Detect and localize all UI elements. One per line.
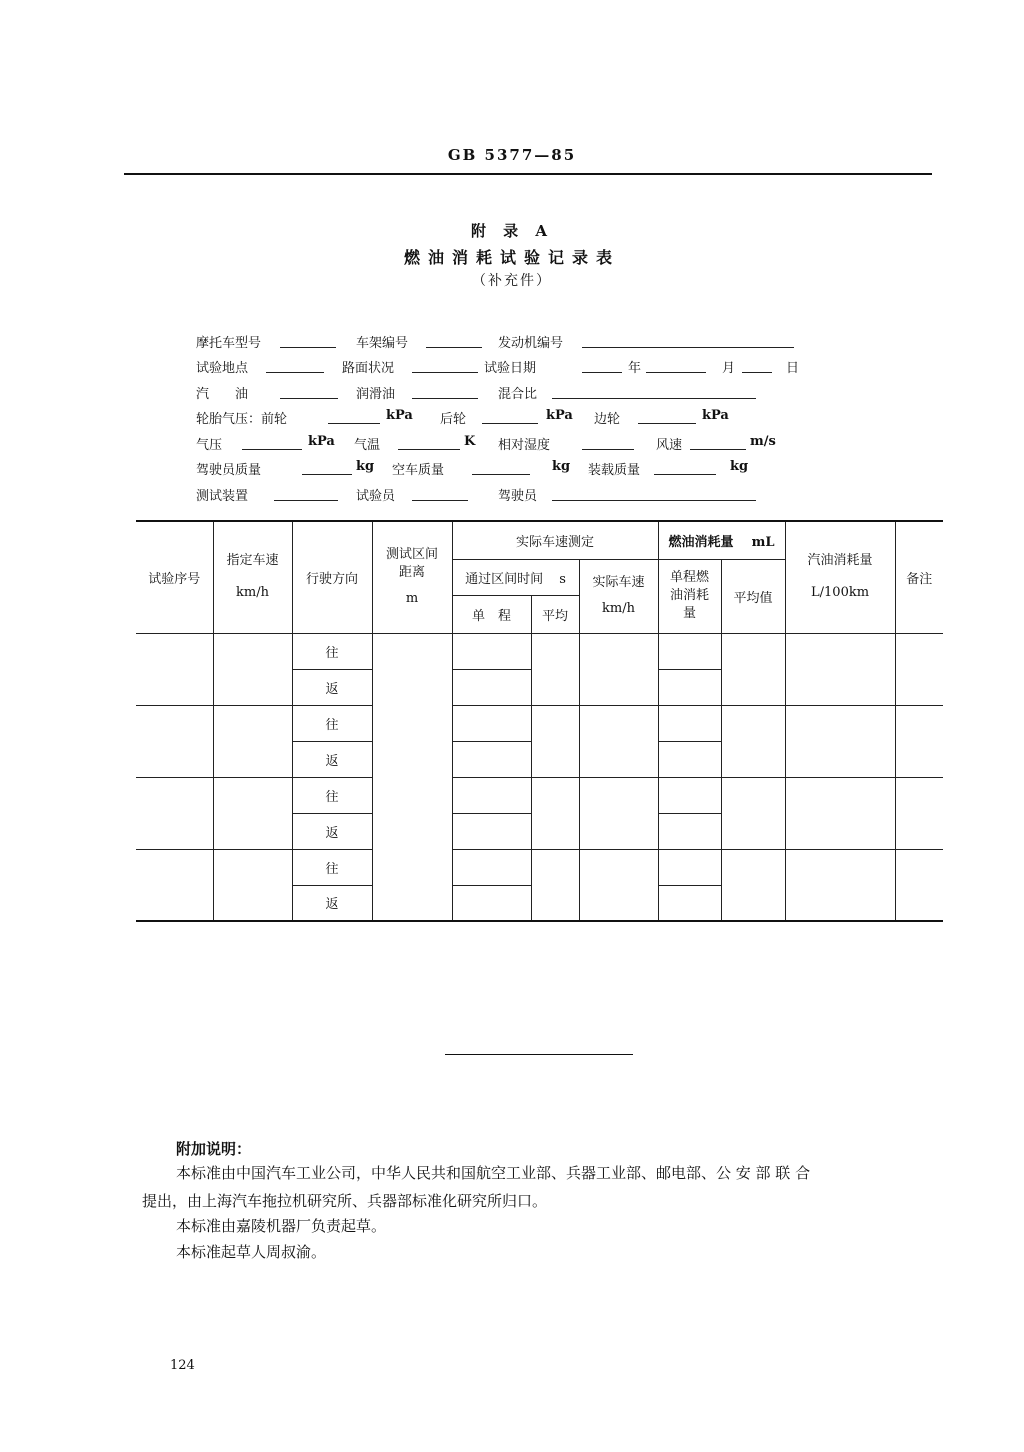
label-engine-no: 发动机编号 [498, 336, 564, 351]
cell-direction: 往 [292, 849, 372, 885]
page-number: 124 [170, 1358, 195, 1373]
cell-direction: 往 [292, 633, 372, 669]
cell-single-time [452, 777, 531, 813]
cell-single-time [452, 741, 531, 777]
header-pass-time-unit: s [559, 571, 566, 587]
header-set-speed [213, 521, 292, 633]
cell-fuel-avg [721, 849, 785, 921]
table-row [136, 705, 943, 741]
cell-speed [213, 633, 292, 705]
label-test-site: 试验地点 [196, 361, 249, 376]
cell-seq [136, 705, 213, 777]
label-frame-no: 车架编号 [356, 336, 409, 351]
cell-single-fuel [658, 633, 721, 669]
header-fuel-label: 燃油消耗量 [668, 534, 734, 550]
header-remark: 备注 [895, 521, 943, 633]
unit-kg-load: kg [730, 459, 749, 474]
cell-fuel-avg [721, 705, 785, 777]
blank-frame-no [426, 347, 482, 348]
blank-year [582, 372, 622, 373]
blank-device [274, 500, 338, 501]
header-fuel-consumption [658, 521, 785, 559]
blank-engine-no [582, 347, 794, 348]
notes-line-1: 本标准由中国汽车工业公司，中华人民共和国航空工业部、兵器工业部、邮电部、公 安 部 联 合 [176, 1164, 811, 1182]
label-humidity: 相对湿度 [498, 438, 551, 453]
header-actual-speed-unit: km/h [602, 601, 635, 616]
cell-speed [213, 777, 292, 849]
label-year: 年 [628, 361, 642, 376]
header-petrol-unit: L/100km [811, 585, 870, 601]
blank-pressure [242, 449, 302, 450]
form-title: 燃油消耗试验记录表 [403, 248, 620, 267]
cell-actual-speed [579, 777, 658, 849]
blank-road [412, 372, 478, 373]
cell-avg-time [531, 705, 579, 777]
cell-single-fuel [658, 669, 721, 705]
cell-petrol [785, 633, 895, 705]
cell-distance [372, 633, 452, 921]
cell-single-fuel [658, 813, 721, 849]
table-row [136, 849, 943, 885]
header-actual-speed-label: 实际车速 [592, 575, 645, 590]
label-month: 月 [722, 361, 736, 376]
unit-kpa-front: kPa [386, 408, 413, 423]
form-subtitle: （补充件） [472, 273, 552, 289]
label-petrol: 汽 油 [196, 387, 249, 402]
label-wind: 风速 [656, 438, 683, 453]
header-test-seq: 试验序号 [136, 521, 213, 633]
appendix-label: 附 录 A [470, 222, 554, 240]
cell-direction: 返 [292, 813, 372, 849]
cell-remark [895, 705, 943, 777]
label-day: 日 [786, 361, 800, 376]
blank-tyre-front [328, 423, 380, 424]
cell-remark [895, 777, 943, 849]
cell-direction: 返 [292, 885, 372, 921]
unit-kg-empty: kg [552, 459, 571, 474]
cell-single-fuel [658, 777, 721, 813]
label-load-mass: 装载质量 [588, 463, 641, 478]
label-driver-mass: 驾驶员质量 [196, 463, 262, 478]
table-row [136, 633, 943, 669]
blank-mix-ratio [552, 398, 756, 399]
label-temperature: 气温 [354, 438, 381, 453]
cell-fuel-avg [721, 633, 785, 705]
header-pass-time-label: 通过区间时间 [465, 571, 544, 587]
blank-lube [412, 398, 478, 399]
cell-avg-time [531, 777, 579, 849]
cell-single-fuel [658, 705, 721, 741]
label-tyre-front: 轮胎气压：前轮 [196, 412, 288, 427]
label-rider: 驾驶员 [498, 489, 538, 504]
header-direction: 行驶方向 [292, 521, 372, 633]
cell-avg-time [531, 633, 579, 705]
blank-rider [552, 500, 756, 501]
header-distance-label: 测试区间距离 [385, 547, 438, 581]
unit-kelvin: K [464, 434, 476, 449]
label-tester: 试验员 [356, 489, 396, 504]
label-lube: 润滑油 [356, 387, 396, 402]
blank-tyre-side [638, 423, 696, 424]
label-tyre-side: 边轮 [594, 412, 621, 427]
blank-humidity [582, 449, 634, 450]
fuel-record-table [136, 520, 943, 922]
header-rule [124, 173, 932, 175]
cell-single-fuel [658, 741, 721, 777]
label-tyre-rear: 后轮 [440, 412, 467, 427]
cell-direction: 往 [292, 705, 372, 741]
blank-wind [690, 449, 746, 450]
label-pressure: 气压 [196, 438, 223, 453]
cell-single-time [452, 813, 531, 849]
cell-fuel-avg [721, 777, 785, 849]
header-single-trip: 单 程 [452, 595, 531, 633]
notes-title: 附加说明： [176, 1140, 252, 1158]
table-header-row-1 [136, 521, 943, 559]
header-pass-time [452, 559, 579, 595]
cell-remark [895, 633, 943, 705]
blank-model [280, 347, 336, 348]
blank-load-mass [654, 474, 716, 475]
cell-single-fuel [658, 885, 721, 921]
cell-single-time [452, 633, 531, 669]
cell-speed [213, 849, 292, 921]
cell-direction: 往 [292, 777, 372, 813]
cell-single-fuel [658, 849, 721, 885]
header-single-fuel: 单程燃油消耗量 [658, 559, 721, 633]
section-divider [445, 1054, 633, 1055]
header-fuel-unit: mL [751, 534, 775, 550]
cell-single-time [452, 669, 531, 705]
cell-actual-speed [579, 633, 658, 705]
cell-seq [136, 777, 213, 849]
label-device: 测试装置 [196, 489, 249, 504]
unit-ms: m/s [750, 434, 776, 449]
label-test-date: 试验日期 [484, 361, 537, 376]
notes-line-3: 本标准由嘉陵机器厂负责起草。 [176, 1217, 387, 1235]
notes-line-2: 提出，由上海汽车拖拉机研究所、兵器部标准化研究所归口。 [142, 1192, 548, 1210]
label-model: 摩托车型号 [196, 336, 262, 351]
unit-kg-driver: kg [356, 459, 375, 474]
cell-seq [136, 849, 213, 921]
cell-actual-speed [579, 849, 658, 921]
blank-driver-mass [302, 474, 352, 475]
cell-petrol [785, 777, 895, 849]
label-mix-ratio: 混合比 [498, 387, 538, 402]
cell-single-time [452, 849, 531, 885]
header-fuel-average: 平均值 [721, 559, 785, 633]
blank-test-site [266, 372, 324, 373]
label-empty-mass: 空车质量 [392, 463, 445, 478]
cell-direction: 返 [292, 669, 372, 705]
header-distance-unit: m [405, 591, 419, 607]
cell-petrol [785, 849, 895, 921]
standard-code: GB 5377—85 [447, 146, 577, 164]
unit-kpa-rear: kPa [546, 408, 573, 423]
blank-temperature [398, 449, 460, 450]
cell-direction: 返 [292, 741, 372, 777]
header-actual-speed [579, 559, 658, 633]
blank-tester [412, 500, 468, 501]
cell-avg-time [531, 849, 579, 921]
header-average: 平均 [531, 595, 579, 633]
notes-line-4: 本标准起草人周叔渝。 [176, 1243, 327, 1261]
label-road: 路面状况 [342, 361, 395, 376]
header-set-speed-label: 指定车速 [226, 553, 279, 569]
header-actual-speed-test: 实际车速测定 [452, 521, 658, 559]
blank-petrol [280, 398, 338, 399]
table-row [136, 777, 943, 813]
blank-empty-mass [472, 474, 530, 475]
blank-month [646, 372, 706, 373]
unit-kpa-side: kPa [702, 408, 729, 423]
cell-single-time [452, 705, 531, 741]
cell-seq [136, 633, 213, 705]
cell-petrol [785, 705, 895, 777]
cell-speed [213, 705, 292, 777]
cell-remark [895, 849, 943, 921]
header-distance [372, 521, 452, 633]
unit-kpa-pressure: kPa [308, 434, 335, 449]
blank-day [742, 372, 772, 373]
header-petrol-label: 汽油消耗量 [807, 553, 873, 569]
cell-actual-speed [579, 705, 658, 777]
blank-tyre-rear [482, 423, 538, 424]
header-petrol-consumption [785, 521, 895, 633]
header-set-speed-unit: km/h [236, 585, 269, 601]
cell-single-time [452, 885, 531, 921]
